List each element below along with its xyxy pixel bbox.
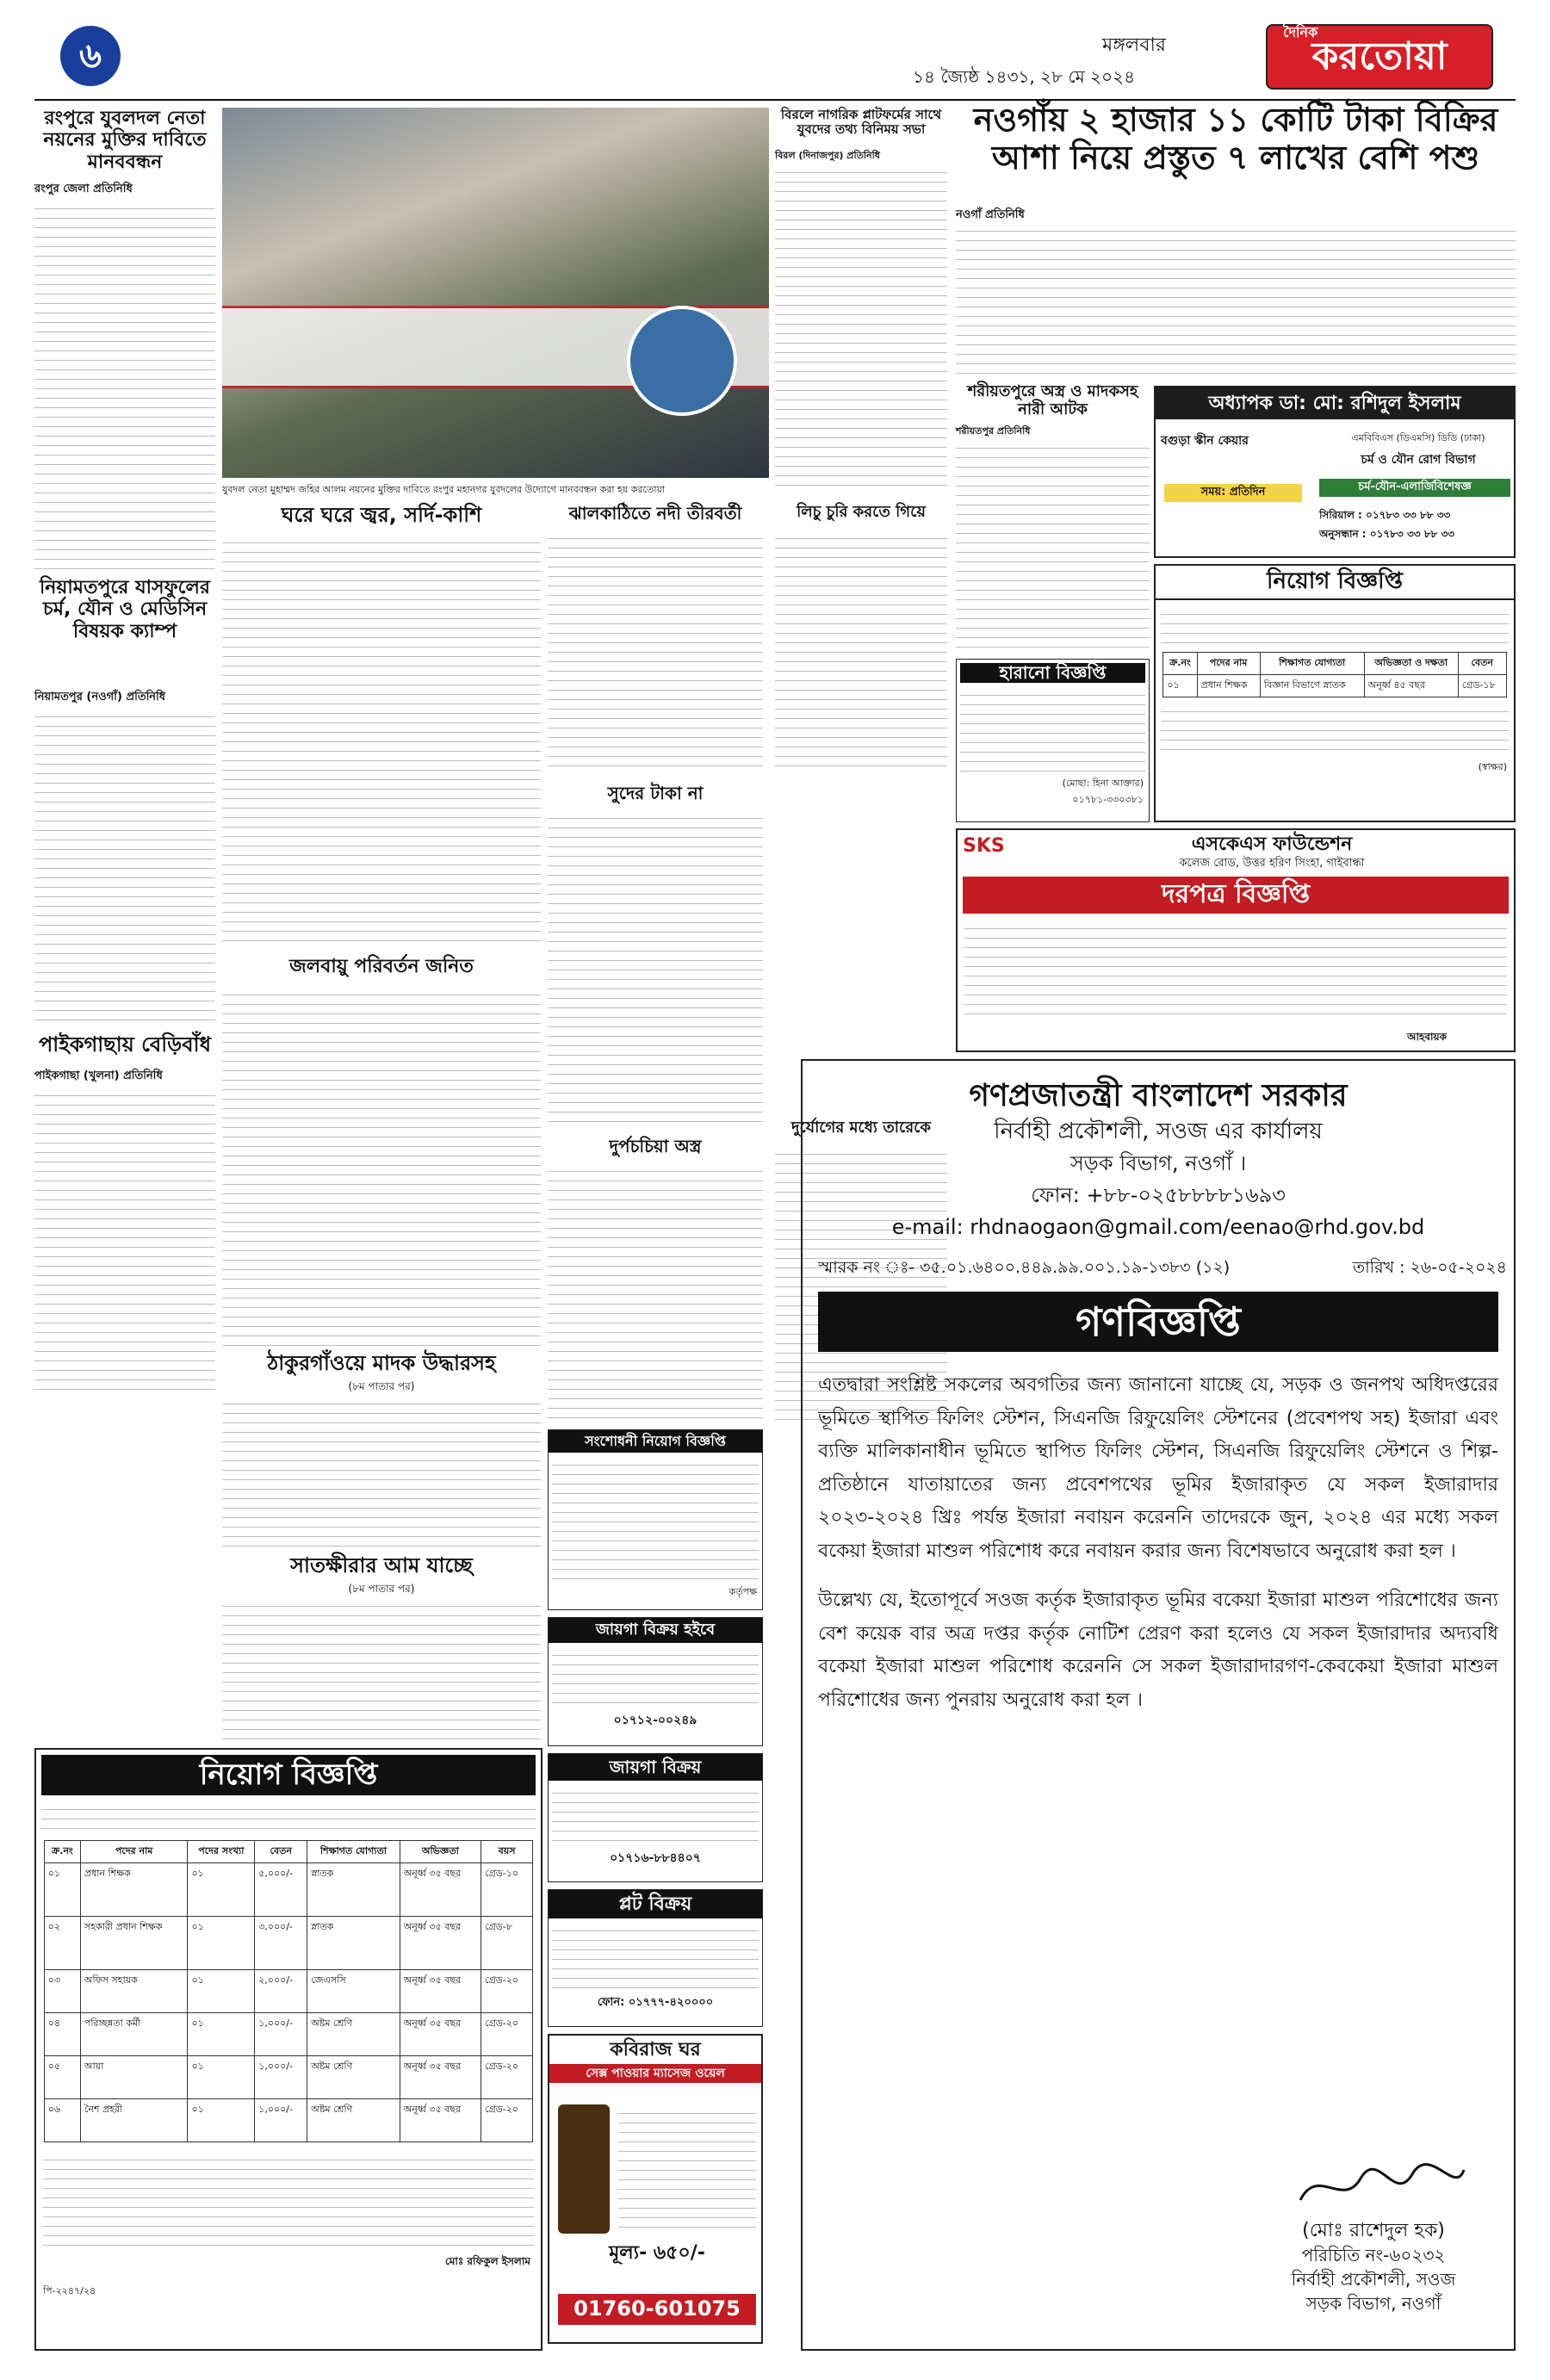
- doctor-strip: চর্ম-যৌন-এলার্জিবিশেষজ্ঞ: [1319, 479, 1510, 497]
- table-cell: ০৩: [44, 1970, 80, 2013]
- table-cell: ০২: [44, 1917, 80, 1970]
- table-cell: ০১: [188, 1863, 255, 1917]
- doctor-chamber: বগুড়া স্কীন কেয়ার: [1161, 434, 1249, 448]
- table-row: [44, 1970, 532, 2013]
- gov-designation: নির্বাহী প্রকৌশলী, সওজ: [1291, 2269, 1456, 2290]
- kobiraj-phone: 01760-601075: [558, 2294, 756, 2325]
- table-cell: অনূর্ধ্ব ৩৫ বছর: [400, 1970, 480, 2013]
- headline-rangpur: রংপুরে যুবলদল নেতা নয়নের মুক্তির দাবিতে মানববন্ধন: [43, 108, 207, 173]
- table-cell: অনূর্ধ্ব ৩৫ বছর: [400, 1917, 480, 1970]
- table-cell: গ্রেড-২০: [480, 2099, 532, 2142]
- table-cell: অষ্টম শ্রেণি: [307, 2099, 400, 2142]
- table-cell: জেএসসি: [307, 1970, 400, 2013]
- article-niamatpur-body: [34, 708, 215, 1026]
- article-thakurgaon-body: [222, 1395, 541, 1550]
- gov-title: গণপ্রজাতন্ত্রী বাংলাদেশ সরকার: [969, 1078, 1348, 1113]
- doctor-ad: [1154, 386, 1516, 558]
- table-cell: বিজ্ঞান বিভাগে স্নাতক: [1260, 674, 1364, 697]
- job-ad-right-terms: [1161, 703, 1509, 754]
- table-cell: গ্রেড-২০: [480, 2013, 532, 2056]
- table-cell: অষ্টম শ্রেণি: [307, 2013, 400, 2056]
- plot-sale-title: প্লট বিক্রয়: [549, 1890, 762, 1918]
- doctor-dept: চর্ম ও যৌন রোগ বিভাগ: [1361, 453, 1476, 467]
- table-cell: স্নাতক: [307, 1917, 400, 1970]
- jr-h0: ক্র.নং: [1163, 652, 1197, 674]
- table-cell: সহকারী প্রধান শিক্ষক: [80, 1917, 188, 1970]
- headline-disaster: দুর্যোগের মধ্যে তারেকে: [791, 1119, 931, 1137]
- jb-h5: অভিজ্ঞতা: [400, 1841, 480, 1863]
- table-cell: অনূর্ধ্ব ৩৫ বছর: [400, 2056, 480, 2099]
- kobiraj-price: মূল্য- ৬৫০/-: [609, 2242, 705, 2264]
- sks-body: [964, 920, 1507, 1023]
- table-cell: ১,০০০/-: [255, 2099, 307, 2142]
- gov-place: সড়ক বিভাগ, নওগাঁ: [1305, 2293, 1442, 2314]
- kobiraj-body: [618, 2104, 756, 2234]
- gov-phone: ফোন: +৮৮-০২৫৮৮৮৮১৬৯৩: [1031, 1183, 1286, 1207]
- table-cell: ০১: [188, 2099, 255, 2142]
- article-rangpur-body: [34, 200, 215, 570]
- land-sale-2-body: [552, 1784, 759, 1844]
- kobiraj-title: কবিরাজ ঘর: [610, 2039, 701, 2061]
- table-cell: গ্রেড-১০: [480, 1863, 532, 1917]
- inset-portrait: [627, 306, 737, 416]
- sks-title: দরপত্র বিজ্ঞপ্তি: [963, 877, 1509, 914]
- byline-paikgacha: পাইকগাছা (খুলনা) প্রতিনিধি: [34, 1069, 163, 1082]
- article-arms-body: [548, 1162, 763, 1421]
- table-row: [44, 1917, 532, 1970]
- table-cell: অনূর্ধ্ব ৩৫ বছর: [400, 2013, 480, 2056]
- headline-shariatpur: শরীয়তপুরে অস্ত্র ও মাদকসহ নারী আটক: [967, 382, 1138, 418]
- photo-caption: যুবদল নেতা মুহাম্মদ জহির আলম নয়নের মুক্তির দাবিতে রংপুর মহানগর যুবদলের উদ্যোগে মানববন্ধন করা হয় করতোয়া: [222, 484, 666, 495]
- headline-thakurgaon: ঠাকুরগাঁওয়ে মাদক উদ্ধারসহ: [267, 1351, 496, 1375]
- article-paikgacha-body: [34, 1087, 215, 1397]
- headline-fever: ঘরে ঘরে জ্বর, সর্দি-কাশি: [281, 503, 482, 527]
- table-cell: অনূর্ধ্ব ৩৫ বছর: [400, 2099, 480, 2142]
- article-river-body: [548, 530, 763, 775]
- article-litchi-body: [775, 530, 947, 775]
- table-row: [44, 2056, 532, 2099]
- job-ad-right-title: নিয়োগ বিজ্ঞপ্তি: [1156, 566, 1514, 600]
- table-cell: অষ্টম শ্রেণি: [307, 2056, 400, 2099]
- correction-notice: [548, 1429, 763, 1610]
- table-cell: ০১: [188, 2056, 255, 2099]
- article-climate-body: [222, 986, 541, 1348]
- headline-biral: বিরলে নাগরিক প্লাটফর্মের সাথে যুবদের তথ্য বিনিময় সভা: [780, 107, 942, 138]
- gov-signer-id: পরিচিতি নং-৬০২৩২: [1301, 2245, 1446, 2265]
- jb-h2: পদের সংখ্যা: [188, 1841, 255, 1863]
- lost-notice-title: হারানো বিজ্ঞপ্তি: [960, 663, 1145, 683]
- job-ad-bottom-code: পি-২২৪৭/২৪: [43, 2285, 96, 2297]
- article-money-body: [548, 809, 763, 1128]
- job-ad-bottom-title: নিয়োগ বিজ্ঞপ্তি: [41, 1755, 536, 1795]
- jb-h4: শিক্ষাগত যোগ্যতা: [307, 1841, 400, 1863]
- page-number: ৬: [60, 26, 121, 86]
- jr-h3: অভিজ্ঞতা ও দক্ষতা: [1364, 652, 1458, 674]
- table-cell: ১,০০০/-: [255, 2013, 307, 2056]
- headline-river: ঝালকাঠিতে নদী তীরবর্তী: [568, 503, 742, 524]
- header-day: মঙ্গলবার: [1102, 34, 1166, 56]
- job-ad-bottom: [34, 1748, 542, 2351]
- gov-para2: উল্লেখ্য যে, ইতোপূর্বে সওজ কর্তৃক ইজারাকৃত ভূমির বকেয়া ইজারা মাশুল পরিশোধের জন্য বেশ কয়েক বার অত্র দপ্তর কর্তৃক নোটিশ প্রেরণ করা হলেও যে সকল ইজারাদার অদ্যবধি বকেয়া ইজারা মাশুল পরিশোধ করেননি সে সকল ইজারাদারগণ-কেবকেয়া ইজারা মাশুল পরিশোধের জন্য পুনরায় অনুরোধ করা হল ।: [818, 1590, 1498, 1711]
- lead-article-body: [956, 222, 1516, 375]
- job-ad-right-intro: [1161, 605, 1509, 647]
- doctor-time: সময়: প্রতিদিন: [1164, 484, 1302, 502]
- table-cell: গ্রেড-২০: [480, 1970, 532, 2013]
- byline-biral: বিরল (দিনাজপুর) প্রতিনিধি: [775, 150, 880, 161]
- headline-arms: দুর্পচচিয়া অস্ত্র: [609, 1136, 702, 1156]
- correction-title: সংশোধনী নিয়োগ বিজ্ঞপ্তি: [549, 1430, 762, 1453]
- table-row: [44, 2013, 532, 2056]
- oil-bottle-image: [558, 2104, 610, 2234]
- land-sale-1-phone: ০১৭১২-০০২৪৯: [613, 1713, 698, 1727]
- table-cell: অনূর্ধ্ব ৩৫ বছর: [400, 1863, 480, 1917]
- gov-signature: [1292, 2157, 1472, 2217]
- table-cell: ২,০০০/-: [255, 1970, 307, 2013]
- gov-division: সড়ক বিভাগ, নওগাঁ ।: [1070, 1151, 1247, 1175]
- plot-sale-phone: ফোন: ০১৭৭৭-৪২০০০০: [597, 1996, 714, 2010]
- kobiraj-sub: সেক্স পাওয়ার ম্যাসেজ ওয়েল: [549, 2064, 761, 2083]
- lost-notice-phone: ০১৭৮১-৩৩০৩৮১: [1072, 794, 1144, 805]
- correction-body: [552, 1456, 759, 1581]
- headline-climate: জলবায়ু পরিবর্তন জনিত: [289, 956, 474, 977]
- brand-logo: [1266, 24, 1493, 90]
- jb-h6: বয়স: [480, 1841, 532, 1863]
- job-ad-bottom-terms: [43, 2151, 534, 2246]
- jr-h2: শিক্ষাগত যোগ্যতা: [1260, 652, 1364, 674]
- news-photo: [222, 108, 769, 478]
- gov-email: e-mail: rhdnaogaon@gmail.com/eenao@rhd.gov.bd: [891, 1215, 1425, 1239]
- lost-notice-signature: (মোছা: হিনা আক্তার): [1062, 778, 1144, 789]
- jr-h4: বেতন: [1458, 652, 1506, 674]
- headline-litchi: লিচু চুরি করতে গিয়ে: [797, 503, 926, 521]
- doctor-serial: সিরিয়াল : ০১৭৮৩ ৩৩ ৮৮ ৩৩: [1319, 509, 1451, 521]
- land-sale-2: [548, 1753, 763, 1882]
- table-cell: ০১: [188, 2013, 255, 2056]
- gov-banner: গণবিজ্ঞপ্তি: [818, 1292, 1498, 1352]
- table-cell: ০১: [44, 1863, 80, 1917]
- lost-notice-text: [960, 686, 1145, 772]
- table-row: [44, 1863, 532, 1917]
- table-cell: ০৫: [44, 2056, 80, 2099]
- gov-memo: স্মারক নং ঃ- ৩৫.০১.৬৪০০.৪৪৯.৯৯.০০১.১৯-১৩৮৩ (১২): [818, 1258, 1231, 1277]
- gov-para1: এতদ্বারা সংশ্লিষ্ট সকলের অবগতির জন্য জানানো যাচ্ছে যে, সড়ক ও জনপথ অধিদপ্তরের ভূমিতে স্থাপিত ফিলিং স্টেশন, সিএনজি রিফুয়েলিং স্টেশনের (প্রবেশপথ সহ) ইজারা এবং ব্যক্তি মালিকানাধীন ভূমিতে স্থাপিত ফিলিং স্টেশন, সিএনজি রিফুয়েলিং স্টেশনে ও শিল্প-প্রতিষ্ঠানে যাতায়াতের জন্য প্রবেশপথের ভূমির ইজারাকৃত যে সকল ইজারাদার ২০২৩-২০২৪ খ্রিঃ পর্যন্ত ইজারা নবায়ন করেননি তাদেরকে জুন, ২০২৪ এর মধ্যে সকল বকেয়া ইজারা মাশুল পরিশোধ করে নবায়ন করার জন্য বিশেষভাবে অনুরোধ করা হল ।: [818, 1374, 1498, 1562]
- job-ad-right-signer: (স্বাক্ষর): [1478, 760, 1507, 772]
- lost-notice-ad: [956, 659, 1150, 822]
- table-cell: ৩,০০০/-: [255, 1917, 307, 1970]
- table-cell: স্নাতক: [307, 1863, 400, 1917]
- kobiraj-ad: [548, 2034, 763, 2344]
- sks-tender-ad: [956, 828, 1516, 1052]
- plot-sale: [548, 1889, 763, 2027]
- correction-signer: কর্তৃপক্ষ: [728, 1586, 757, 1598]
- brand-small: দৈনিক: [1283, 24, 1318, 40]
- headline-interest-money: সুদের টাকা না: [607, 783, 704, 803]
- lead-byline: নওগাঁ প্রতিনিধি: [956, 208, 1025, 221]
- land-sale-2-phone: ০১৭১৬-৮৮৪৪০৭: [610, 1851, 701, 1865]
- table-cell: ০১: [188, 1917, 255, 1970]
- table-cell: প্রধান শিক্ষক: [1197, 674, 1260, 697]
- table-cell: ০৪: [44, 2013, 80, 2056]
- article-biral-body: [775, 164, 947, 491]
- headline-niamatpur: নিয়ামতপুরে যাসফুলের চর্ম, যৌন ও মেডিসিন বিষয়ক ক্যাম্প: [39, 577, 211, 642]
- sks-footer: আহবায়ক: [1407, 1031, 1447, 1043]
- doctor-consult: অনুসন্ধান : ০১৭৮৩ ৩৩ ৮৮ ৩৩: [1319, 528, 1455, 540]
- table-cell: ০১: [1163, 674, 1197, 697]
- table-cell: ০১: [188, 1970, 255, 2013]
- article-fever-body: [222, 534, 541, 947]
- plot-sale-body: [552, 1922, 759, 1991]
- table-cell: আয়া: [80, 2056, 188, 2099]
- doctor-degree: এমবিবিএস (ডিএমসি) ডিডি (ঢাকা): [1351, 432, 1485, 443]
- table-cell: নৈশ প্রহরী: [80, 2099, 188, 2142]
- job-ad-bottom-signer: মোঃ রফিকুল ইসলাম: [444, 2255, 530, 2268]
- land-sale-2-title: জায়গা বিক্রয়: [549, 1754, 762, 1781]
- sks-logo: SKS: [963, 835, 1005, 857]
- table-cell: পরিচ্ছন্নতা কর্মী: [80, 2013, 188, 2056]
- gov-office: নির্বাহী প্রকৌশলী, সওজ এর কার্যালয়: [994, 1119, 1323, 1144]
- table-cell: অনূর্ধ্ব ৪৫ বছর: [1364, 674, 1458, 697]
- article-satkhira-body: [222, 1597, 541, 1739]
- land-sale-1-body: [552, 1646, 759, 1707]
- thakurgaon-continuation: (৮ম পাতার পর): [348, 1380, 415, 1392]
- headline-satkhira: সাতক্ষীরার আম যাচ্ছে: [290, 1553, 473, 1577]
- jb-h0: ক্র.নং: [44, 1841, 80, 1863]
- land-sale-1: [548, 1617, 763, 1746]
- header-date: ১৪ জ্যৈষ্ঠ ১৪৩১, ২৮ মে ২০২৪: [913, 66, 1136, 87]
- job-ad-right-table: [1162, 652, 1506, 697]
- table-cell: অফিস সহায়ক: [80, 1970, 188, 2013]
- sks-address: কলেজ রোড, উত্তর হরিণ সিংহা, গাইবান্ধা: [1179, 857, 1365, 870]
- table-cell: ৫,০০০/-: [255, 1863, 307, 1917]
- brand-name: করতোয়া: [1311, 34, 1448, 78]
- table-cell: ১,০০০/-: [255, 2056, 307, 2099]
- table-cell: ০৬: [44, 2099, 80, 2142]
- doctor-name: অধ্যাপক ডা: মো: রশিদুল ইসলাম: [1156, 387, 1514, 419]
- table-row: [44, 2099, 532, 2142]
- table-row: [1163, 674, 1506, 697]
- land-sale-1-title: জায়গা বিক্রয় হইবে: [549, 1618, 762, 1643]
- job-ad-bottom-intro: [41, 1800, 536, 1835]
- job-ad-bottom-table: [44, 1840, 533, 2142]
- byline-rangpur: রংপুর জেলা প্রতিনিধি: [34, 183, 133, 195]
- gov-date: তারিখ : ২৬-০৫-২০২৪: [1352, 1258, 1507, 1277]
- gov-signer: (মোঃ রাশেদুল হক): [1302, 2220, 1445, 2241]
- job-ad-right: [1154, 564, 1516, 822]
- table-cell: গ্রেড-৮: [480, 1917, 532, 1970]
- byline-shariatpur: শরীয়তপুর প্রতিনিধি: [956, 425, 1031, 437]
- satkhira-continuation: (৮ম পাতার পর): [348, 1583, 415, 1595]
- headline-paikgacha: পাইকগাছায় বেড়িবাঁধ: [38, 1032, 212, 1057]
- jb-h1: পদের নাম: [80, 1841, 188, 1863]
- jr-h1: পদের নাম: [1197, 652, 1260, 674]
- article-shariatpur-body: [956, 439, 1150, 650]
- table-cell: প্রধান শিক্ষক: [80, 1863, 188, 1917]
- lead-headline: নওগাঁয় ২ হাজার ১১ কোটি টাকা বিক্রির আশা নিয়ে প্রস্তুত ৭ লাখের বেশি পশু: [973, 101, 1498, 177]
- sks-org: এসকেএস ফাউন্ডেশন: [1191, 834, 1353, 855]
- jb-h3: বেতন: [255, 1841, 307, 1863]
- byline-niamatpur: নিয়ামতপুর (নওগাঁ) প্রতিনিধি: [34, 691, 166, 703]
- table-cell: গ্রেড-২০: [480, 2056, 532, 2099]
- table-cell: গ্রেড-১৮: [1458, 674, 1506, 697]
